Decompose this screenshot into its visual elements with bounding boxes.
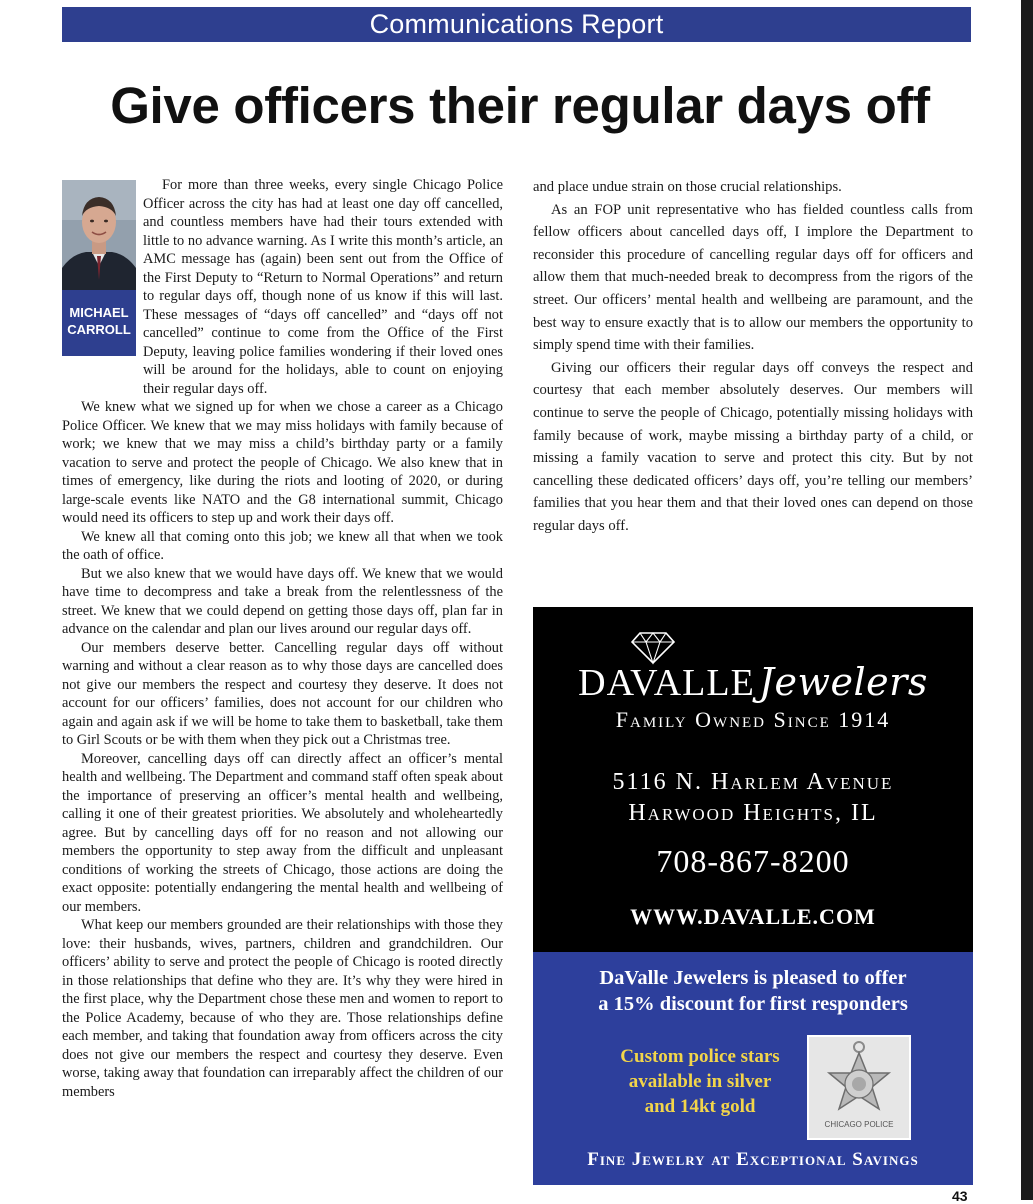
ad-brand-name <box>533 660 973 705</box>
ad-tagline: Family Owned Since 1914 <box>615 707 891 732</box>
article-paragraph: Giving our officers their regular days off conveys the respect and courtesy that each member absolutely deserves. Our members will continue to serve the people of Chicago, potentially missing holidays with family because of work, maybe missing a birthday party of a child, or missing a family vacation to serve and protect this city. But by not cancelling these dedicated officers’ days off, you’re telling our members’ families that you hear them and that their loved ones can depend on those regular days off. <box>533 359 973 534</box>
ad-address <box>533 767 973 829</box>
article-paragraph: We knew all that coming onto this job; we knew all that when we took the oath of office. <box>62 528 503 563</box>
ad-stars-line3: and 14kt gold <box>644 1096 756 1117</box>
article-headline: Give officers their regular days off <box>110 77 930 134</box>
ad-offer-text <box>533 965 973 1017</box>
davalle-advertisement <box>533 607 973 1185</box>
article-paragraph: But we also knew that we would have days off. We knew that we would have time to decompress and take a break from the relentlessness of the street. We knew that we could depend on getting those days off, plan far in advance on the calendar and plan our lives around our regular days off. <box>62 565 503 637</box>
ad-stars-line1: Custom police stars <box>620 1046 780 1067</box>
ad-brand-part2: Jewelers <box>758 660 928 704</box>
ad-website: WWW.DAVALLE.COM <box>630 904 876 929</box>
page-edge <box>1021 0 1033 1200</box>
author-last-name: CARROLL <box>67 322 131 337</box>
article-column-left <box>62 176 503 1101</box>
article-paragraph: For more than three weeks, every single Chicago Police Officer across the city has had at least one day off cancelled, and countless members have had their tours extended with little to no advance warning. As I write this month’s article, an AMC message has (again) been sent out from the Office of the First Deputy to “Return to Normal Operations” and return to regular days off, though none of us know if this will last. These messages of “days off cancelled” and “days off not cancelled” continue to come from the Office of the First Deputy, leaving police families wondering if their loved ones will be around for the holidays, able to count on enjoying their regular days off. <box>143 177 503 397</box>
author-first-name: MICHAEL <box>69 305 129 320</box>
ad-offer-line2: a 15% discount for first responders <box>598 993 908 1015</box>
article-paragraph: As an FOP unit representative who has fielded countless calls from fellow officers about cancelled days off, I implore the Department to reconsider this procedure of cancelling regular days off for officers and allow them that much-needed break to decompress from the rigors of the street. Our officers’ mental health and wellbeing are paramount, and the best way to ensure exactly that is to allow our members the opportunity to simply spend time with their families. <box>533 201 973 354</box>
ad-brand-part1: DAVALLE <box>578 662 755 704</box>
article-paragraph: What keep our members grounded are their relationships with those they love: their husbands, wives, partners, children and grandchildren. Our officers’ ability to serve and protect the people of Chicago is rooted directly in those relationships that define who they are. It’s why they were hired in the first place, why the Department chose these men and women to report to the Police Academy, because of who they are. Those relationships define each member, and taking that foundation away from officers across the city does not give our members the respect and courtesy they deserve. Even worse, taking away that foundation can irreparably affect the children of our members <box>62 917 503 1100</box>
ad-address-line2: Harwood Heights, IL <box>628 800 878 826</box>
article-column-right <box>533 176 973 538</box>
article-paragraph: Moreover, cancelling days off can directly affect an officer’s mental health and wellbeing. The Department and command staff often speak about the importance of preserving an officer’s mental health and wellbeing, calling it one of their greatest priorities. We absolutely and wholeheartedly agree. But by cancelling days off for no reason and not allowing our members the opportunity to step away from the difficult and unpleasant conditions of working the streets of Chicago, those actions are doing the exact opposite: potentially endangering the mental health and wellbeing of our members. <box>62 750 503 915</box>
ad-address-line1: 5116 N. Harlem Avenue <box>612 769 894 795</box>
ad-stars-line2: available in silver <box>628 1071 772 1092</box>
ad-offer-panel <box>533 952 973 1185</box>
section-banner: Communications Report <box>62 7 971 42</box>
article-paragraph: Our members deserve better. Cancelling regular days off without warning and without a clear reason as to why those days are cancelled does not give our members the respect and courtesy they deserve. It does not account for our officers’ families, does not account for our children who again and again ask if we will be home to take them to basketball, take them to Girl Scouts or be with them when they pick out a Christmas tree. <box>62 639 503 748</box>
ad-offer-line1: DaValle Jewelers is pleased to offer <box>599 967 907 989</box>
badge-text: CHICAGO POLICE <box>824 1120 894 1129</box>
ad-footer-slogan: Fine Jewelry at Exceptional Savings <box>587 1149 919 1170</box>
ad-phone: 708-867-8200 <box>656 843 850 879</box>
page-number: 43 <box>952 1188 968 1204</box>
police-star-icon <box>809 1037 909 1138</box>
author-photo-wrap-space <box>62 176 143 398</box>
police-star-badge <box>807 1035 911 1140</box>
article-paragraph-continuation: and place undue strain on those crucial relationships. <box>533 179 842 195</box>
ad-stars-text <box>585 1044 815 1119</box>
article-paragraph: We knew what we signed up for when we chose a career as a Chicago Police Officer. We knew that we may miss holidays with family because of work; we knew that we may miss a child’s birthday party or a family vacation to serve and protect the people of Chicago. We also knew that in times of emergency, like during the riots and looting of 2020, or during large-scale events like NATO and the G8 international summit, Chicago would need its officers to step up and work their days off. <box>62 399 503 526</box>
